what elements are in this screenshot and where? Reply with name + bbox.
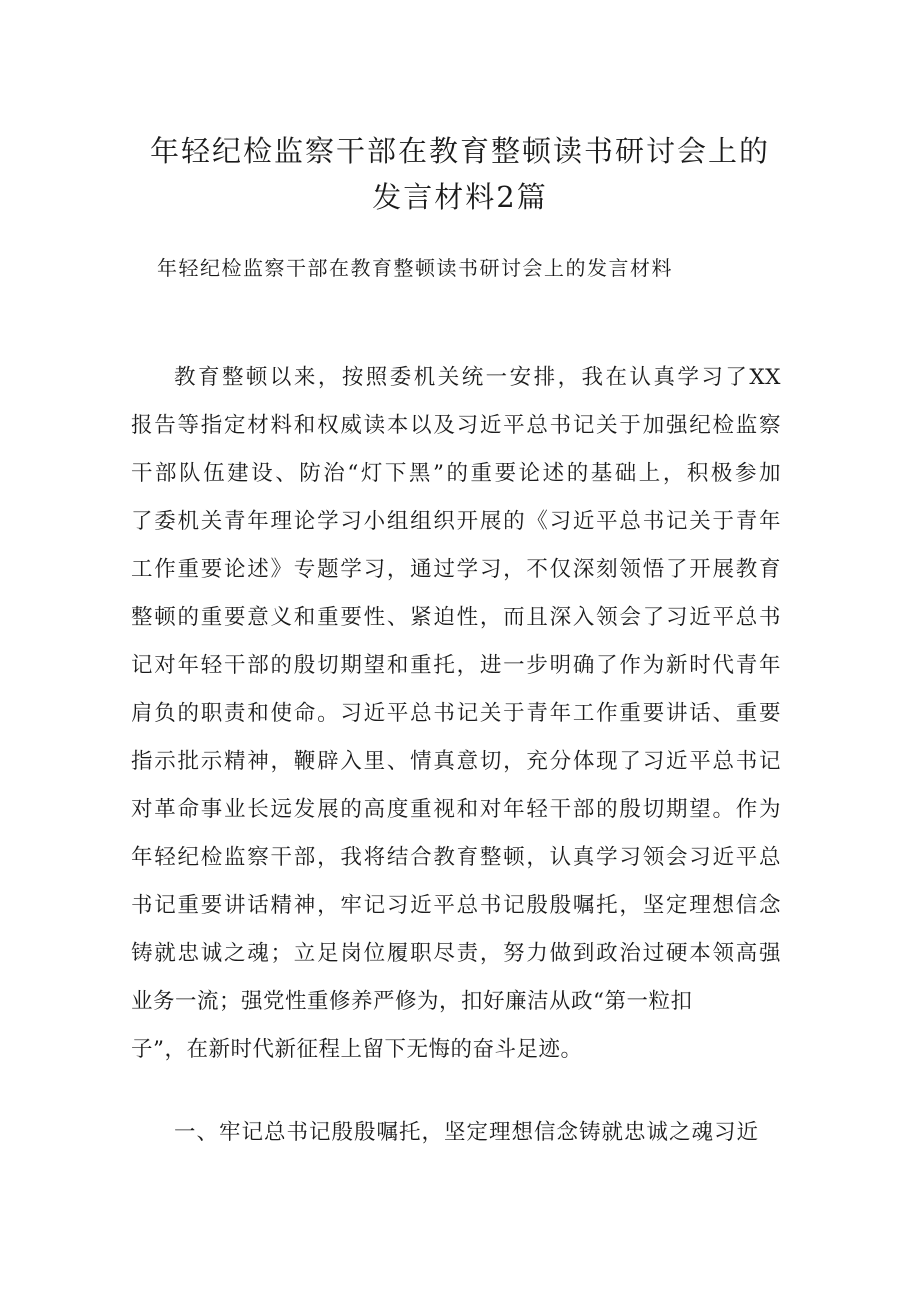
paragraph-line: 教育整顿以来，按照委机关统一安排，我在认真学习了XX — [174, 365, 781, 390]
paragraph-line: 年轻纪检监察干部，我将结合教育整顿，认真学习领会习近平总 — [131, 845, 781, 870]
title-line-2: 发言材料2篇 — [372, 180, 548, 214]
paragraph-line: 记对年轻干部的殷切期望和重托，进一步明确了作为新时代青年 — [131, 653, 781, 678]
body-paragraph — [131, 354, 781, 1074]
paragraph-line: 书记重要讲话精神，牢记习近平总书记殷殷嘱托，坚定理想信念 — [131, 893, 781, 918]
paragraph-line: 铸就忠诚之魂；立足岗位履职尽责，努力做到政治过硬本领高强 — [131, 941, 781, 966]
document-title — [100, 128, 820, 220]
paragraph-line: 对革命事业长远发展的高度重视和对年轻干部的殷切期望。作为 — [131, 797, 781, 822]
section-heading: 一、牢记总书记殷殷嘱托，坚定理想信念铸就忠诚之魂习近 — [174, 1120, 760, 1145]
paragraph-line: 干部队伍建设、防治“灯下黑”的重要论述的基础上，积极参加 — [131, 461, 781, 486]
paragraph-line: 工作重要论述》专题学习，通过学习，不仅深刻领悟了开展教育 — [131, 557, 781, 582]
paragraph-line: 了委机关青年理论学习小组组织开展的《习近平总书记关于青年 — [131, 509, 781, 534]
title-line-1: 年轻纪检监察干部在教育整顿读书研讨会上的 — [149, 134, 770, 168]
paragraph-line: 指示批示精神，鞭辟入里、情真意切，充分体现了习近平总书记 — [131, 749, 781, 774]
document-subtitle: 年轻纪检监察干部在教育整顿读书研讨会上的发言材料 — [157, 256, 673, 280]
paragraph-line: 报告等指定材料和权威读本以及习近平总书记关于加强纪检监察 — [131, 413, 781, 438]
paragraph-line: 业务一流；强党性重修养严修为，扣好廉洁从政“第一粒扣 — [131, 989, 693, 1014]
paragraph-line: 子”，在新时代新征程上留下无悔的奋斗足迹。 — [131, 1037, 583, 1062]
paragraph-line: 整顿的重要意义和重要性、紧迫性，而且深入领会了习近平总书 — [131, 605, 781, 630]
paragraph-line: 肩负的职责和使命。习近平总书记关于青年工作重要讲话、重要 — [131, 701, 781, 726]
